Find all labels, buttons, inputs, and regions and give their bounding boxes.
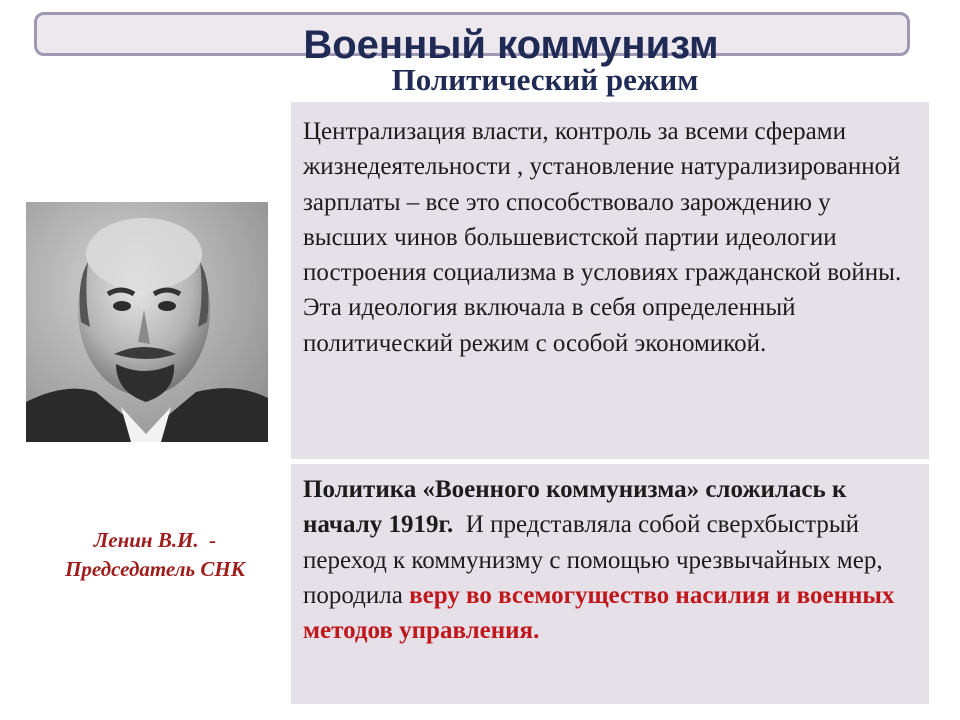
policy-bold-text: Политика «Военного коммунизма» сложилась к началу 1919г. (303, 476, 847, 539)
text-box-policy (291, 464, 929, 704)
slide-title: Военный коммунизм (303, 23, 719, 67)
policy-red-text: веру во всемогущество насилия и военных методов управления. (303, 581, 895, 645)
slide-subtitle: Политический режим (391, 62, 699, 97)
caption-position: Председатель СНК (65, 557, 245, 581)
text-box-regime (291, 102, 929, 459)
portrait-drawing (26, 202, 268, 442)
regime-description: Централизация власти, контроль за всеми сферами жизнедеятельности , установление натурализированной зарплаты – все это способствовало зарождению у высших чинов большевистской партии идеологии построения социализма в условиях гражданской войны. Эта идеология включала в себя определенный политический режим с особой экономикой. (303, 118, 902, 357)
portrait-image (26, 202, 268, 442)
caption-name: Ленин В.И. - (93, 528, 217, 552)
title-bar (34, 12, 910, 67)
policy-description (303, 472, 917, 648)
portrait-caption (30, 526, 280, 584)
policy-normal-text: И представляла собой сверхбыстрый переход к коммунизму с помощью чрезвычайных мер, породила (303, 511, 889, 609)
